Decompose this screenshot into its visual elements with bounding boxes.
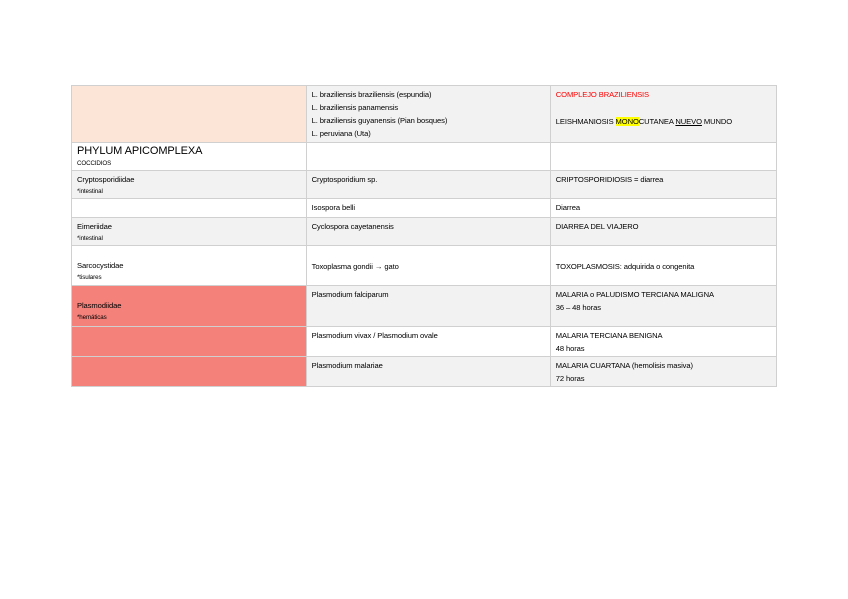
phylum-cell xyxy=(72,143,307,171)
disease-cell: DIARREA DEL VIAJERO xyxy=(550,218,776,246)
table-row xyxy=(72,218,777,246)
phylum-title: PHYLUM APICOMPLEXA xyxy=(77,145,203,157)
family-note: *hemáticas xyxy=(77,314,107,321)
table-row xyxy=(72,86,777,143)
disease-name: MALARIA CUARTANA (hemolisis masiva) xyxy=(555,361,693,370)
disease-name: MALARIA o PALUDISMO TERCIANA MALIGNA xyxy=(555,290,714,299)
family-name: Sarcocystidae xyxy=(77,261,124,270)
organism-cell: Plasmodium vivax / Plasmodium ovale xyxy=(306,327,550,357)
disease-cell xyxy=(550,357,776,387)
peach-cell xyxy=(72,86,307,143)
table-row xyxy=(72,286,777,327)
disease-name: MALARIA TERCIANA BENIGNA xyxy=(555,331,663,340)
disease-cell: CRIPTOSPORIDIOSIS = diarrea xyxy=(550,171,776,199)
disease-cell xyxy=(550,327,776,357)
family-cell xyxy=(72,171,307,199)
table-row xyxy=(72,143,777,171)
disease-period: 48 horas xyxy=(555,344,585,353)
species-list-cell xyxy=(306,86,550,143)
table-row xyxy=(72,327,777,357)
family-note: *tisulares xyxy=(77,274,102,281)
highlighted-text: MONO xyxy=(615,117,639,126)
complex-title: COMPLEJO BRAZILIENSIS xyxy=(555,90,650,99)
organism-cell: Isospora belli xyxy=(306,199,550,218)
disease-cell: Diarrea xyxy=(550,199,776,218)
organism-cell: Cryptosporidium sp. xyxy=(306,171,550,199)
family-name: Plasmodiidae xyxy=(77,301,122,310)
complex-cell xyxy=(550,86,776,143)
family-cell xyxy=(72,286,307,327)
parasite-table xyxy=(71,85,777,387)
table-row xyxy=(72,171,777,199)
disease-text: LEISHMANIOSIS MONOCUTANEA NUEVO MUNDO xyxy=(555,117,733,126)
species-item: L. braziliensis panamensis xyxy=(311,103,399,112)
species-item: L. braziliensis braziliensis (espundia) xyxy=(311,90,432,99)
family-name: Eimeriidae xyxy=(77,222,112,231)
disease-period: 72 horas xyxy=(555,374,585,383)
disease-cell: TOXOPLASMOSIS: adquirida o congenita xyxy=(550,246,776,286)
class-label: COCCIDIOS xyxy=(77,160,112,167)
family-name: Cryptosporidiidae xyxy=(77,175,135,184)
species-item: L. peruviana (Uta) xyxy=(311,129,371,138)
family-cell xyxy=(72,218,307,246)
family-cell xyxy=(72,246,307,286)
table-row xyxy=(72,199,777,218)
organism-cell: Plasmodium malariae xyxy=(306,357,550,387)
disease-period: 36 – 48 horas xyxy=(555,303,601,312)
table-row xyxy=(72,246,777,286)
table-row xyxy=(72,357,777,387)
underlined-text: NUEVO xyxy=(675,117,702,126)
organism-cell: Toxoplasma gondii → gato xyxy=(306,246,550,286)
organism-cell: Plasmodium falciparum xyxy=(306,286,550,327)
organism-cell: Cyclospora cayetanensis xyxy=(306,218,550,246)
family-note: *intestinal xyxy=(77,188,103,195)
family-note: *intestinal xyxy=(77,235,103,242)
species-item: L. braziliensis guyanensis (Pian bosques) xyxy=(311,116,448,125)
disease-cell xyxy=(550,286,776,327)
